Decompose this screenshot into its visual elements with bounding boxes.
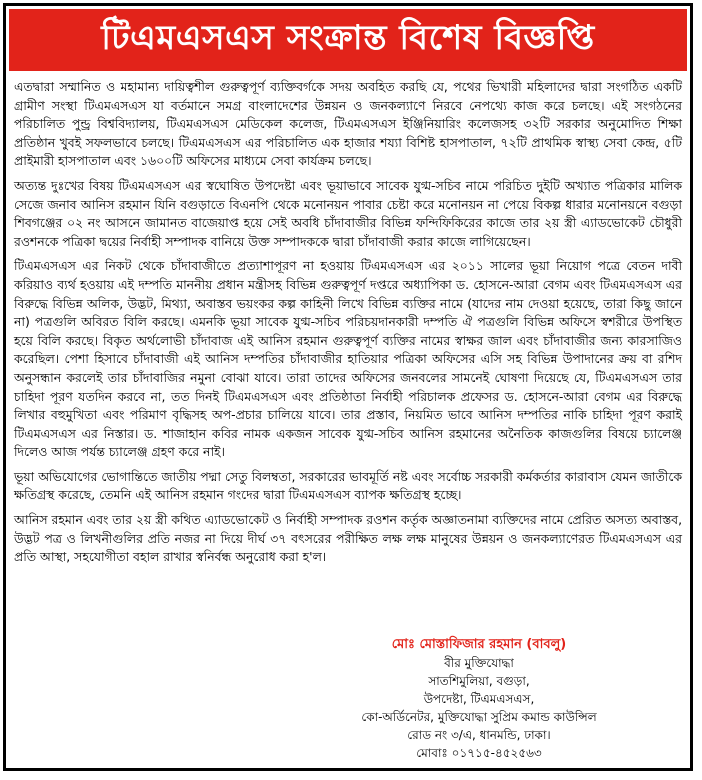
notice-title: টিএমএসএস সংক্রান্ত বিশেষ বিজ্ঞপ্তি [101,17,595,58]
signatory-organization: কো-অর্ডিনেটর, মুক্তিযোদ্ধা সুপ্রিম কমান্ড কাউন্সিল [361,710,597,724]
signatory-title: বীর মুক্তিযোদ্ধা [444,656,514,670]
notice-body [6,74,690,567]
signature-block [314,635,644,762]
notice-paragraph-1: এতদ্বারা সম্মানিত ও মহামান্য দায়িত্বশীল গুরুত্বপূর্ণ ব্যক্তিবর্গকে সদয় অবহিত করছি যে, পথের ভিখারী মহিলাদের দ্বারা সংগঠিত একটি গ্রামীণ সংস্থা টিএমএসএস যা বর্তমানে সমগ্র বাংলাদেশের উন্নয়ন ও জনকল্যাণে নিরবে নেপথ্যে কাজ করে চলছে। এই সংগঠনের পরিচালিত পুন্ড্র বিশ্ববিদ্যালয়, টিএমএসএস মেডিকেল কলেজ, টিএমএসএস ইঞ্জিনিয়ারিং কলেজসহ ৩২টি সরকার অনুমোদিত শিক্ষা প্রতিষ্ঠান খুবই সফলভাবে চলছে। টিএমএসএস এর পরিচালিত এক হাজার শয্যা বিশিষ্ট হাসপাতাল, ৭২টি প্রাথমিক স্বাস্থ্য সেবা কেন্দ্র, ৫টি প্রাইমারী হাসপাতাল এবং ১৬০০টি অফিসের মাধ্যমে সেবা কার্যক্রম চলছে। [14,79,682,169]
signatory-designation: উপদেষ্টা, টিএমএসএস, [423,692,535,706]
special-notice [3,3,693,771]
notice-paragraph-3: টিএমএসএস এর নিকট থেকে চাঁদাবাজীতে প্রত্যাশাপূরণ না হওয়ায় টিএমএসএস এর ২০১১ সালের ভূয়া নিয়োগ পত্রে বেতন দাবী করিয়াও ব্যর্থ হওয়ায় এই দম্পতি মাননীয় প্রধান মন্ত্রীসহ বিভিন্ন গুরুত্বপূর্ণ দপ্তরে অধ্যাপিকা ড. হোসনে-আরা বেগম এবং টিএমএসএস এর বিরুদ্ধে বিভিন্ন অলিক, উদ্ভট, মিথ্যা, অবাস্তব ভয়ংকর কল্প কাহিনী লিখে বিভিন্ন ব্যক্তির নামে (যাদের নাম দেওয়া হয়েছে, তারা কিছু জানে না) পত্রগুলি অবিরত বিলি করছে। এমনকি ভূয়া সাবেক যুগ্ম-সচিব পরিচয়দানকারী দম্পতি ঐ পত্রগুলি বিভিন্ন অফিসে স্বশরীরে উপস্থিত হয়ে বিলি করছে। বিকৃত অর্থলোভী চাঁদাবাজ এই আনিস রহমান গুরুত্বপূর্ণ ব্যক্তির নামের স্বাক্ষর জাল এবং চাঁদাবাজীর জন্য কারসাজিও করেছিল। পেশা হিসাবে চাঁদাবাজী এই আনিস দম্পতির চাঁদাবাজীর হাতিয়ার পত্রিকা অফিসের এসি সহ বিভিন্ন উপাদানের ক্রয় বা রশিদ অনুসন্ধান করলেই তার চাঁদাবাজির নমুনা বোঝা যাবে। তারা তাদের অফিসের জনবলের সামনেই ঘোষণা দিয়েছে যে, টিএমএসএস তার চাহিদা পূরণ যতদিন করবে না, তত দিনই টিএমএসএস এবং প্রতিষ্ঠাতা নির্বাহী পরিচালক প্রফেসর ড. হোসনে-আরা বেগম এর বিরুদ্ধে লিখার বহুমুখিতা এবং পরিমাণ বৃদ্ধিসহ অপ-প্রচার চালিয়ে যাবে। তার প্রস্তাব, নিয়মিত ভাবে আনিস দম্পতির নাকি চাহিদা পূরণ করাই টিএমএসএস এর নিস্তার। ড. শাজাহান কবির নামক একজন সাবেক যুগ্ম-সচিব আনিস রহমানের অনৈতিক কাজগুলির বিষয়ে চ্যালেঞ্জ দিলেও আজ পর্যন্ত চ্যালেঞ্জ গ্রহণ করে নাই। [14,258,682,460]
signatory-mobile: মোবাঃ ০১৭১৫-৪৫২৫৬৩ [416,746,542,760]
notice-paragraph-4: ভূয়া অভিযোগের ভোগান্তিতে জাতীয় পদ্মা সেতু বিলম্বতা, সরকারের ভাবমূর্তি নষ্ট এবং সর্বোচ্চ সরকারী কর্মকর্তার কারাবাস যেমন জাতীকে ক্ষতিগ্রস্থ করেছে, তেমনি এই আনিস রহমান গংদের দ্বারা টিএমএসএস ব্যাপক ক্ষতিগ্রস্থ হচ্ছে। [14,468,682,503]
notice-paragraph-2: অত্যন্ত দুঃখের বিষয় টিএমএসএস এর স্বঘোষিত উপদেষ্টা এবং ভূয়াভাবে সাবেক যুগ্ম-সচিব নামে পরিচিত দুইটি অখ্যাত পত্রিকার মালিক সেজে জনাব আনিস রহমান যিনি বগুড়াতে বিএনপি থেকে মনোনয়ন পাবার চেষ্টা করে মনোনয়ন না পেয়ে বিকল্প ধারার মনোনয়নে বগুড়া শিবগঞ্জের ০২ নং আসনে জামানত বাজেয়াপ্ত হয়ে সেই অবধি চাঁদাবাজীর বিভিন্ন ফন্দিফিকিরের কাজে তার ২য় স্ত্রী এ্যাডভোকেট চৌধুরী রওশনকে পত্রিকা দ্বয়ের নির্বাহী সম্পাদক বানিয়ে উক্ত সম্পাদককে দ্বারা চাঁদাবাজী করার কাজে লাগিয়েছেন। [14,177,682,249]
signatory-road-address: রোড নং ৩/এ, ধানমন্ডি, ঢাকা। [407,728,551,742]
notice-title-banner [9,9,687,71]
notice-paragraph-5: আনিস রহমান এবং তার ২য় স্ত্রী কথিত এ্যাডভোকেট ও নির্বাহী সম্পাদক রওশন কর্তৃক অজ্ঞাতনামা ব্যক্তিদের নামে প্রেরিত অসত্য অবাস্তব, উদ্ভট পত্র ও লিখনীগুলির প্রতি নজর না দিয়ে দীর্ঘ ৩৭ বৎসরের পরীক্ষিত লক্ষ লক্ষ মানুষের উন্নয়ন ও জনকল্যাণেরত টিএমএসএস এর প্রতি আস্থা, সহযোগীতা বহাল রাখার স্বনির্বন্ধ অনুরোধ করা হ'ল। [14,512,683,565]
signatory-name: মোঃ মোস্তাফিজার রহমান (বাবলু) [391,637,567,652]
signatory-address: সাতশিমুলিয়া, বগুড়া, [428,674,530,688]
